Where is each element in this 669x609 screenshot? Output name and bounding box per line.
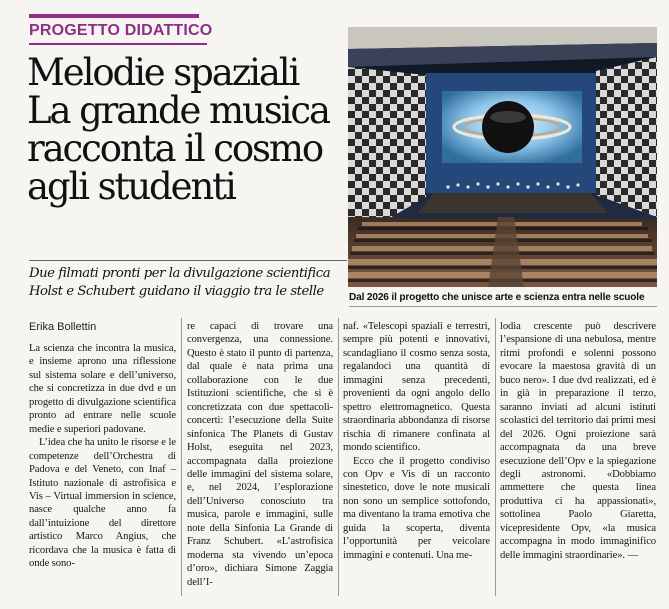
article-column-1 (29, 342, 176, 571)
article-column-4 (500, 320, 656, 562)
headline-line: racconta il cosmo (27, 127, 323, 170)
concert-hall-photo (348, 27, 657, 287)
headline-line: Melodie spaziali (27, 51, 299, 94)
column-divider (181, 318, 182, 596)
subhead-rule (29, 260, 347, 261)
paragraph: La scienza che incontra la musica, e insieme aprono una riflessione sul sistema solare e dell’universo, che si concretizza in due dvd e un progetto di divulgazione scientifica pronto ad entrare nelle scuole medie e superiori padovane. (29, 343, 176, 435)
subheadline (29, 265, 349, 301)
author-byline: Erika Bollettin (29, 321, 97, 333)
section-kicker: PROGETTO DIDATTICO (29, 22, 213, 39)
paragraph: re capaci di trovare una convergenza, una connessione. Questo è stato il punto di partenza, dal quale è nata prima una collaborazione con le due Istituzioni scientifiche, che si è concretizzata con due spettacoli-concerti: l’esecuzione della Suite sinfonica The Planets di Gustav Holst, eseguita nel 2023, accompagnata dalla proiezione delle immagini del sistema solare, e, nel 2024, l’esplorazione dell’Universo conosciuto tra musica, parole e immagini, sulle note della Sinfonia La Grande di Franz Schubert. «L’astrofisica moderna sta vivendo un’epoca d’oro», dichiara Simone Zaggia dell’I- (187, 321, 333, 588)
headline-line: La grande musica (27, 89, 329, 132)
headline-line: agli studenti (27, 165, 235, 208)
kicker-underline (29, 43, 207, 45)
photo-caption: Dal 2026 il progetto che unisce arte e scienza entra nelle scuole (349, 292, 645, 303)
column-divider (495, 318, 496, 596)
paragraph: Ecco che il progetto condiviso con Opv e Vis di un racconto sinestetico, dove le note musicali non sono un semplice sottofondo, ma diventano la trama emotiva che guida la scoperta, diventa l’opportunità per veicolare immagini e contenuti. Una me- (343, 455, 490, 561)
subhead-line: Due filmati pronti per la divulgazione scientifica (29, 266, 331, 281)
subhead-line: Holst e Schubert guidano il viaggio tra le stelle (29, 284, 324, 299)
top-accent-rule (29, 14, 199, 18)
paragraph: L’idea che ha unito le risorse e le competenze dell’Orchestra di Padova e del Veneto, con Inaf – Istituto nazionale di astrofisica e Vis – Virtual immersion in science, nasce qualche anno fa dall’intuizione del direttore artistico Marco Angius, che ricordava che la musica è fatta di onde sono- (29, 437, 176, 570)
article-column-2 (187, 320, 333, 589)
caption-rule (349, 306, 657, 307)
paragraph: lodia crescente può descrivere l’espansione di una nebulosa, mentre ritmi profondi e solenni possono evocare la maestosa gravità di un buco nero». I due dvd realizzati, ed è in già in preparazione il terzo, saranno inviati ad alcuni istituti scolastici del territorio dai primi mesi del 2026. Ogni proiezione sarà accompagnata da una breve esecuzione dell’Opv e la spiegazione degli astronomi. «Dobbiamo ammettere che questa linea produttiva ci ha appassionati», sottolinea Paolo Giaretta, vicepresidente Opv, «la musica accompagna in modo immaginifico delle immagini straordinarie». — (500, 321, 656, 561)
paragraph: naf. «Telescopi spaziali e terrestri, sempre più potenti e innovativi, scandagliano il cosmo senza sosta, regalandoci una quantità di immagini senza precedenti, provenienti da ogni angolo dello spettro elettromagnetico. Questa straordinaria abbondanza di risorse rischia di rimanere confinata al mondo scientifico. (343, 321, 490, 454)
headline (27, 51, 347, 208)
column-divider (338, 318, 339, 596)
article-column-3 (343, 320, 490, 562)
